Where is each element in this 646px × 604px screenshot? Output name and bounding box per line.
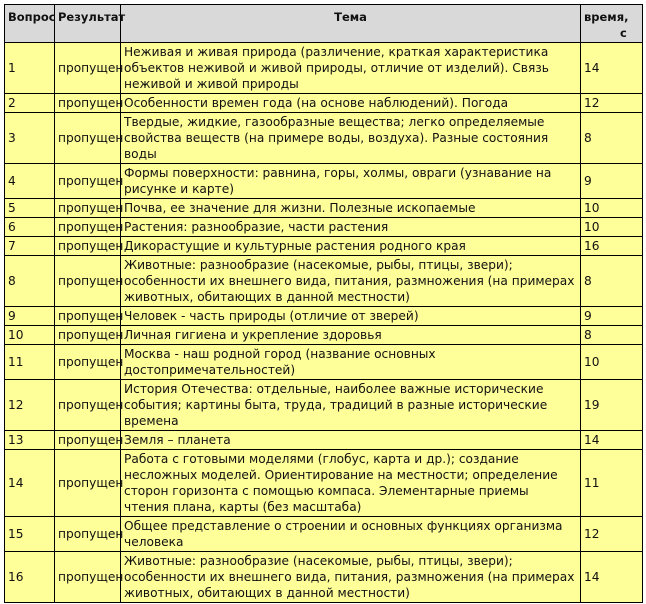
cell-time: 9 xyxy=(581,307,643,326)
cell-time: 14 xyxy=(581,43,643,94)
cell-topic: Работа с готовыми моделями (глобус, карта и др.); создание несложных моделей. Ориентирование на местности; определение сторон горизонта с помощью компаса. Элементарные приемы чтения плана, карты (без масштаба) xyxy=(121,450,581,517)
table-row xyxy=(5,431,643,450)
cell-topic: Особенности времен года (на основе наблюдений). Погода xyxy=(121,94,581,113)
cell-result: пропущен xyxy=(55,380,121,431)
cell-result: пропущен xyxy=(55,237,121,256)
cell-result: пропущен xyxy=(55,164,121,199)
cell-question: 13 xyxy=(5,431,55,450)
cell-time: 8 xyxy=(581,256,643,307)
header-row xyxy=(5,5,643,43)
table-header xyxy=(5,5,643,43)
table-row xyxy=(5,256,643,307)
cell-topic: Неживая и живая природа (различение, краткая характеристика объектов неживой и живой природы, отличие от изделий). Связь неживой и живой природы xyxy=(121,43,581,94)
cell-time: 16 xyxy=(581,237,643,256)
header-question: Вопрос xyxy=(5,5,55,43)
table-row xyxy=(5,450,643,517)
cell-result: пропущен xyxy=(55,517,121,552)
cell-time: 10 xyxy=(581,218,643,237)
cell-time: 9 xyxy=(581,164,643,199)
cell-result: пропущен xyxy=(55,43,121,94)
header-result: Результат xyxy=(55,5,121,43)
table-row xyxy=(5,326,643,345)
cell-topic: Земля – планета xyxy=(121,431,581,450)
cell-topic: История Отечества: отдельные, наиболее важные исторические события; картины быта, труда, традиций в разные исторические времена xyxy=(121,380,581,431)
results-table xyxy=(4,4,643,603)
cell-topic: Животные: разнообразие (насекомые, рыбы, птицы, звери); особенности их внешнего вида, питания, размножения (на примерах животных, обитающих в данной местности) xyxy=(121,256,581,307)
cell-time: 10 xyxy=(581,345,643,380)
cell-question: 4 xyxy=(5,164,55,199)
cell-time: 10 xyxy=(581,199,643,218)
cell-question: 6 xyxy=(5,218,55,237)
cell-question: 2 xyxy=(5,94,55,113)
cell-time: 12 xyxy=(581,94,643,113)
cell-topic: Дикорастущие и культурные растения родного края xyxy=(121,237,581,256)
cell-result: пропущен xyxy=(55,450,121,517)
header-time-line2: с xyxy=(620,26,627,40)
table-row xyxy=(5,43,643,94)
cell-topic: Твердые, жидкие, газообразные вещества; легко определяемые свойства веществ (на примере воды, воздуха). Разные состояния воды xyxy=(121,113,581,164)
cell-result: пропущен xyxy=(55,326,121,345)
cell-result: пропущен xyxy=(55,94,121,113)
table-row xyxy=(5,552,643,603)
cell-question: 11 xyxy=(5,345,55,380)
header-time xyxy=(581,5,643,43)
cell-time: 11 xyxy=(581,450,643,517)
cell-topic: Москва - наш родной город (название основных достопримечательностей) xyxy=(121,345,581,380)
cell-result: пропущен xyxy=(55,218,121,237)
cell-question: 7 xyxy=(5,237,55,256)
table-row xyxy=(5,94,643,113)
cell-result: пропущен xyxy=(55,552,121,603)
cell-time: 8 xyxy=(581,113,643,164)
table-row xyxy=(5,345,643,380)
header-time-line1: время, xyxy=(584,10,629,24)
cell-time: 12 xyxy=(581,517,643,552)
cell-question: 10 xyxy=(5,326,55,345)
cell-question: 14 xyxy=(5,450,55,517)
table-row xyxy=(5,307,643,326)
table-row xyxy=(5,517,643,552)
table-row xyxy=(5,380,643,431)
table-row xyxy=(5,164,643,199)
table-row xyxy=(5,218,643,237)
cell-result: пропущен xyxy=(55,307,121,326)
cell-result: пропущен xyxy=(55,431,121,450)
cell-question: 8 xyxy=(5,256,55,307)
cell-result: пропущен xyxy=(55,345,121,380)
cell-topic: Животные: разнообразие (насекомые, рыбы, птицы, звери); особенности их внешнего вида, питания, размножения (на примерах животных, обитающих в данной местности) xyxy=(121,552,581,603)
cell-result: пропущен xyxy=(55,199,121,218)
cell-time: 8 xyxy=(581,326,643,345)
cell-question: 1 xyxy=(5,43,55,94)
header-topic: Тема xyxy=(121,5,581,43)
cell-question: 12 xyxy=(5,380,55,431)
cell-question: 15 xyxy=(5,517,55,552)
table-row xyxy=(5,199,643,218)
cell-result: пропущен xyxy=(55,256,121,307)
cell-question: 5 xyxy=(5,199,55,218)
table-row xyxy=(5,237,643,256)
cell-topic: Формы поверхности: равнина, горы, холмы, овраги (узнавание на рисунке и карте) xyxy=(121,164,581,199)
cell-question: 3 xyxy=(5,113,55,164)
cell-time: 14 xyxy=(581,431,643,450)
cell-time: 14 xyxy=(581,552,643,603)
table-row xyxy=(5,113,643,164)
cell-topic: Человек - часть природы (отличие от зверей) xyxy=(121,307,581,326)
cell-topic: Личная гигиена и укрепление здоровья xyxy=(121,326,581,345)
table-body xyxy=(5,43,643,603)
cell-result: пропущен xyxy=(55,113,121,164)
cell-time: 19 xyxy=(581,380,643,431)
cell-question: 16 xyxy=(5,552,55,603)
cell-topic: Почва, ее значение для жизни. Полезные ископаемые xyxy=(121,199,581,218)
cell-question: 9 xyxy=(5,307,55,326)
cell-topic: Растения: разнообразие, части растения xyxy=(121,218,581,237)
cell-topic: Общее представление о строении и основных функциях организма человека xyxy=(121,517,581,552)
